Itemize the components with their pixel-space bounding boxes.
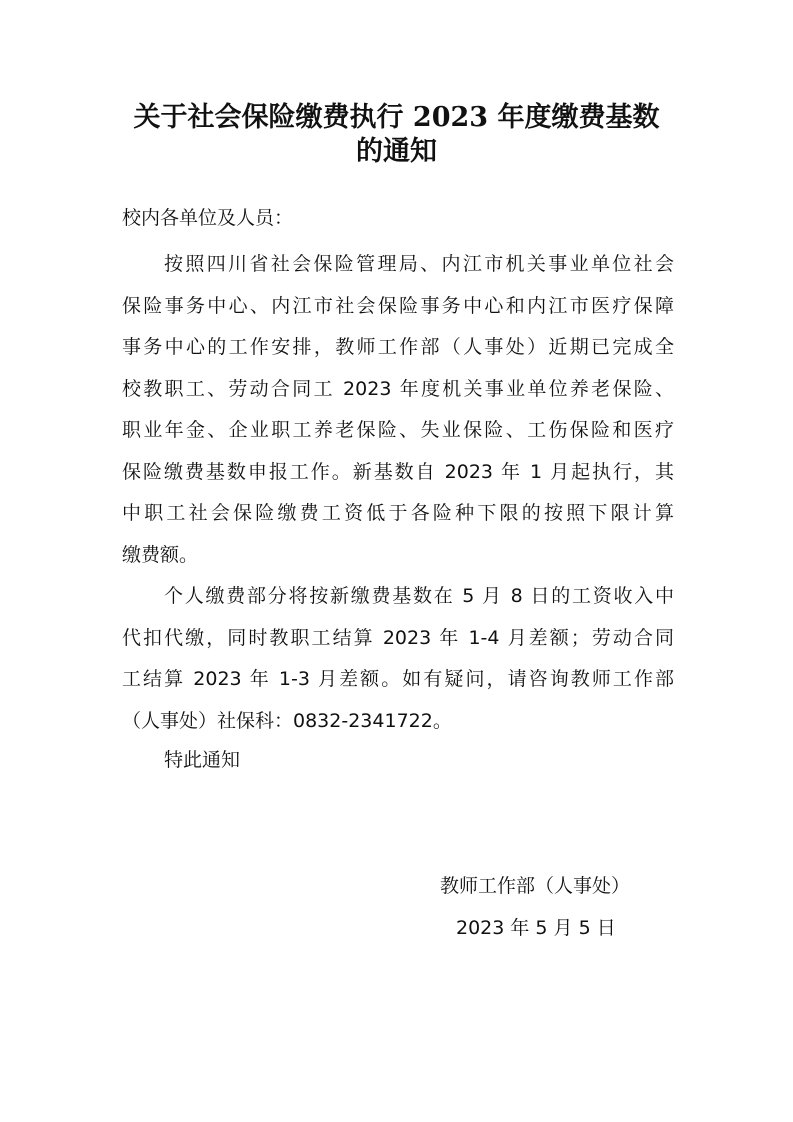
paragraph-line: （人事处）社保科：0832-2341722。	[122, 709, 452, 732]
paragraph-line: 校教职工、劳动合同工 2023 年度机关事业单位养老保险、	[122, 377, 674, 400]
paragraph-line: 事务中心的工作安排，教师工作部（人事处）近期已完成全	[122, 336, 674, 358]
signature-department: 教师工作部（人事处）	[440, 875, 631, 897]
salutation: 校内各单位及人员：	[122, 207, 294, 229]
paragraph-line: 职业年金、企业职工养老保险、失业保险、工伤保险和医疗	[122, 419, 674, 441]
paragraph-line: 中职工社会保险缴费工资低于各险种下限的按照下限计算	[122, 502, 674, 524]
paragraph-line: 按照四川省社会保险管理局、内江市机关事业单位社会	[164, 253, 674, 275]
paragraph-line: 代扣代缴，同时教职工结算 2023 年 1-4 月差额；劳动合同	[122, 626, 674, 649]
body-paragraph-2	[122, 582, 674, 748]
document-title-line-1: 关于社会保险缴费执行 2023 年度缴费基数	[133, 102, 660, 133]
document-title-line-2: 的通知	[356, 136, 437, 167]
paragraph-line: 保险缴费基数申报工作。新基数自 2023 年 1 月起执行，其	[122, 460, 674, 483]
closing-remark: 特此通知	[164, 749, 241, 771]
paragraph-line: 个人缴费部分将按新缴费基数在 5 月 8 日的工资收入中	[164, 585, 674, 607]
signature-date: 2023 年 5 月 5 日	[456, 917, 616, 939]
paragraph-line: 工结算 2023 年 1-3 月差额。如有疑问，请咨询教师工作部	[122, 668, 674, 690]
paragraph-line: 缴费额。	[122, 543, 199, 566]
body-paragraph-1	[122, 250, 674, 582]
paragraph-line: 保险事务中心、内江市社会保险事务中心和内江市医疗保障	[122, 294, 674, 317]
